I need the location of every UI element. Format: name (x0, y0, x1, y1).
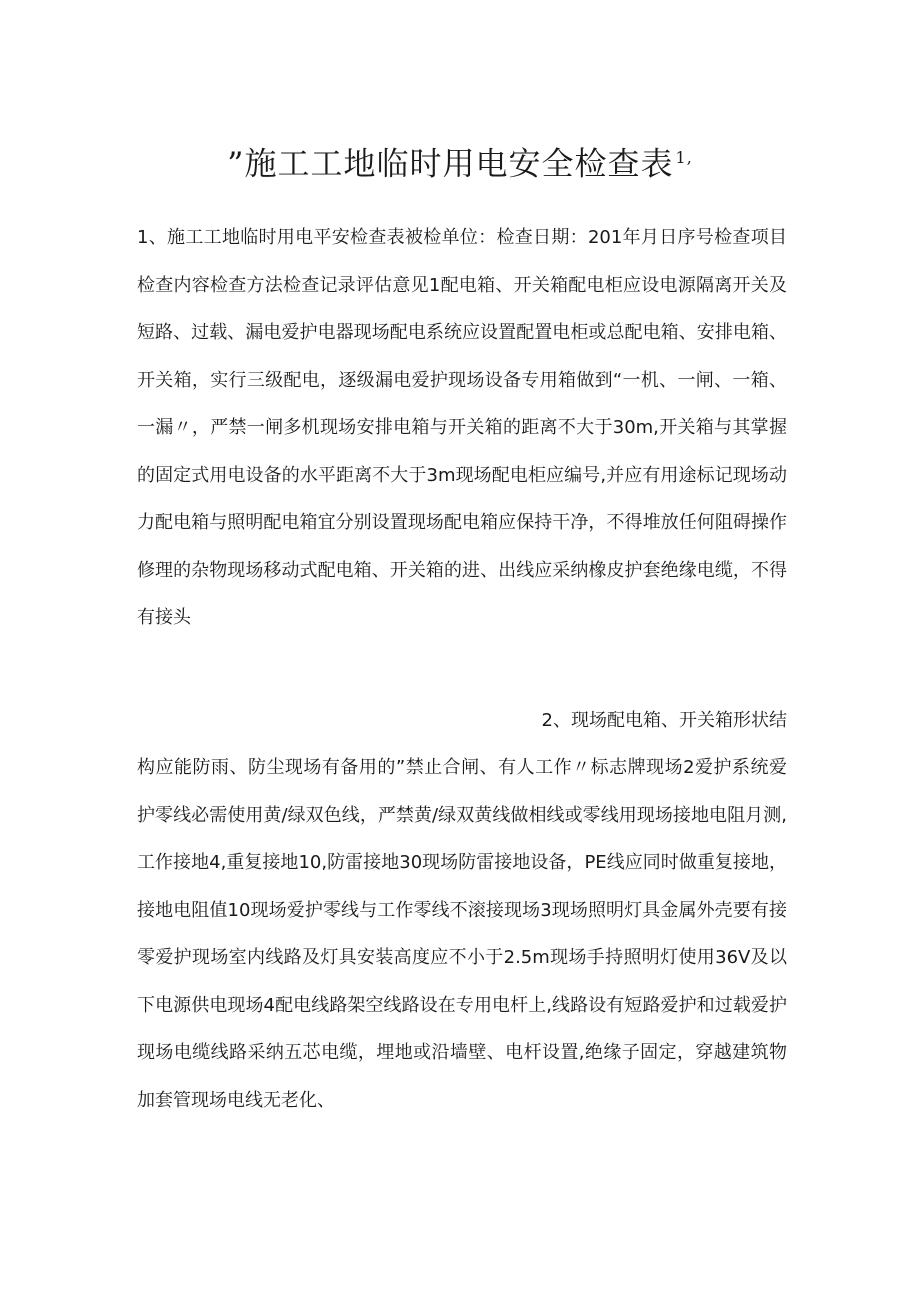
title-text: ”施工工地临时用电安全检查表 (227, 144, 674, 183)
document-title (0, 136, 920, 186)
paragraph-2: 构应能防雨、防尘现场有备用的”禁止合闸、有人工作〃标志牌现场2爱护系统爱护零线必需使用黄/绿双色线，严禁黄/绿双黄线做相线或零线用现场接地电阻月测,工作接地4,重复接地10,防雷接地30现场防雷接地设备，PE线应同时做重复接地，接地电阻值10现场爱护零线与工作零线不滚接现场3现场照明灯具金属外壳要有接零爱护现场室内线路及灯具安装高度应不小于2.5m现场手持照明灯使用36V及以下电源供电现场4配电线路架空线路设在专用电杆上,线路设有短路爱护和过载爱护现场电缆线路采纳五芯电缆，埋地或沿墙壁、电杆设置,绝缘子固定，穿越建筑物加套管现场电线无老化、 (137, 757, 787, 1111)
title-superscript: 1, (675, 148, 693, 167)
paragraph-2-heading: 2、现场配电箱、开关箱形状结 (541, 710, 787, 731)
paragraph-1: 1、施工工地临时用电平安检查表被检单位：检查日期：201年月日序号检查项目检查内容检查方法检查记录评估意见1配电箱、开关箱配电柜应设电源隔离开关及短路、过载、漏电爱护电器现场配电系统应设置配置电柜或总配电箱、安排电箱、开关箱，实行三级配电，逐级漏电爱护现场设备专用箱做到“一机、一闸、一箱、一漏〃，严禁一闸多机现场安排电箱与开关箱的距离不大于30m,开关箱与其掌握的固定式用电设备的水平距离不大于3m现场配电柜应编号,并应有用途标记现场动力配电箱与照明配电箱宜分别设置现场配电箱应保持干净，不得堆放任何阻碍操作修理的杂物现场移动式配电箱、开关箱的进、出线应采纳橡皮护套绝缘电缆，不得有接头 (137, 227, 787, 628)
